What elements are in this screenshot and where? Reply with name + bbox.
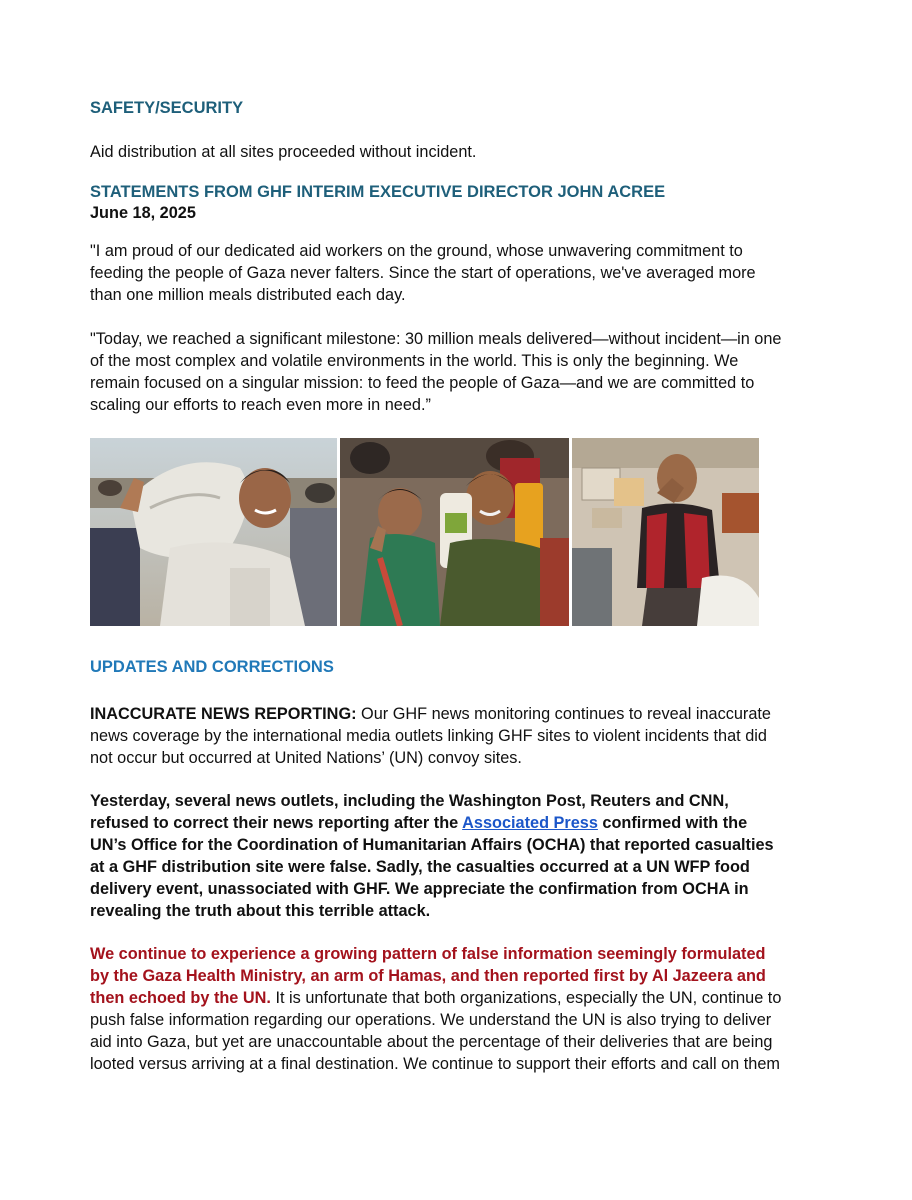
false-information-paragraph: We continue to experience a growing pattern of false information seemingly formulated by the Gaza Health Ministry, an arm of Hamas, and then reported first by Al Jazeera and then echoed by the UN. It is unfortunate that both organizations, especially the UN, continue to push false information regarding our operations. We understand the UN is also trying to deliver aid into Gaza, but yet are unaccountable about the percentage of their deliveries that are being looted versus arriving at a final destination. We continue to support their efforts and call on them [90, 945, 782, 1073]
quote2-line: "Today, we reached a significant milestone: 30 million meals delivered—without incident—in one [90, 330, 782, 348]
news-reporting-paragraph: INACCURATE NEWS REPORTING: Our GHF news monitoring continues to reveal inaccurate news coverage by the international media outlets linking GHF sites to violent incidents that did not occur but occurred at United Nations’ (UN) convoy sites. [90, 705, 771, 767]
quote-paragraph-2 [90, 328, 835, 416]
updates-heading: UPDATES AND CORRECTIONS [90, 658, 334, 676]
photo-aid-recipient-2 [340, 438, 569, 626]
quote2-line: of the most complex and volatile environments in the world. This is only the beginning. We [90, 352, 739, 370]
news-reporting-label: INACCURATE NEWS REPORTING: [90, 705, 357, 723]
quote1-line: than one million meals distributed each day. [90, 286, 406, 304]
statements-heading: STATEMENTS FROM GHF INTERIM EXECUTIVE DIRECTOR JOHN ACREE [90, 183, 666, 201]
safety-body: Aid distribution at all sites proceeded without incident. [90, 143, 477, 161]
photo-aid-recipient-3 [572, 438, 759, 626]
quote2-line: remain focused on a singular mission: to feed the people of Gaza—and we are committed to [90, 374, 755, 392]
quote1-line: feeding the people of Gaza never falters. Since the start of operations, we've averaged more [90, 264, 756, 282]
safety-heading: SAFETY/SECURITY [90, 99, 244, 117]
statement-date: June 18, 2025 [90, 204, 196, 222]
quote1-line: "I am proud of our dedicated aid workers on the ground, whose unwavering commitment to [90, 242, 743, 260]
quote-paragraph-1 [90, 240, 835, 306]
associated-press-link[interactable]: Associated Press [462, 814, 598, 832]
quote2-line: scaling our efforts to reach even more in need.” [90, 396, 431, 414]
outlets-paragraph: Yesterday, several news outlets, including the Washington Post, Reuters and CNN, refused to correct their news reporting after the Associated Press confirmed with the UN’s Office for the Coordination of Humanitarian Affairs (OCHA) that reported casualties at a GHF distribution site were false. Sadly, the casualties occurred at a UN WFP food delivery event, unassociated with GHF. We appreciate the confirmation from OCHA in revealing the truth about this terrible attack. [90, 792, 774, 920]
photo-aid-recipient-1 [90, 438, 337, 626]
